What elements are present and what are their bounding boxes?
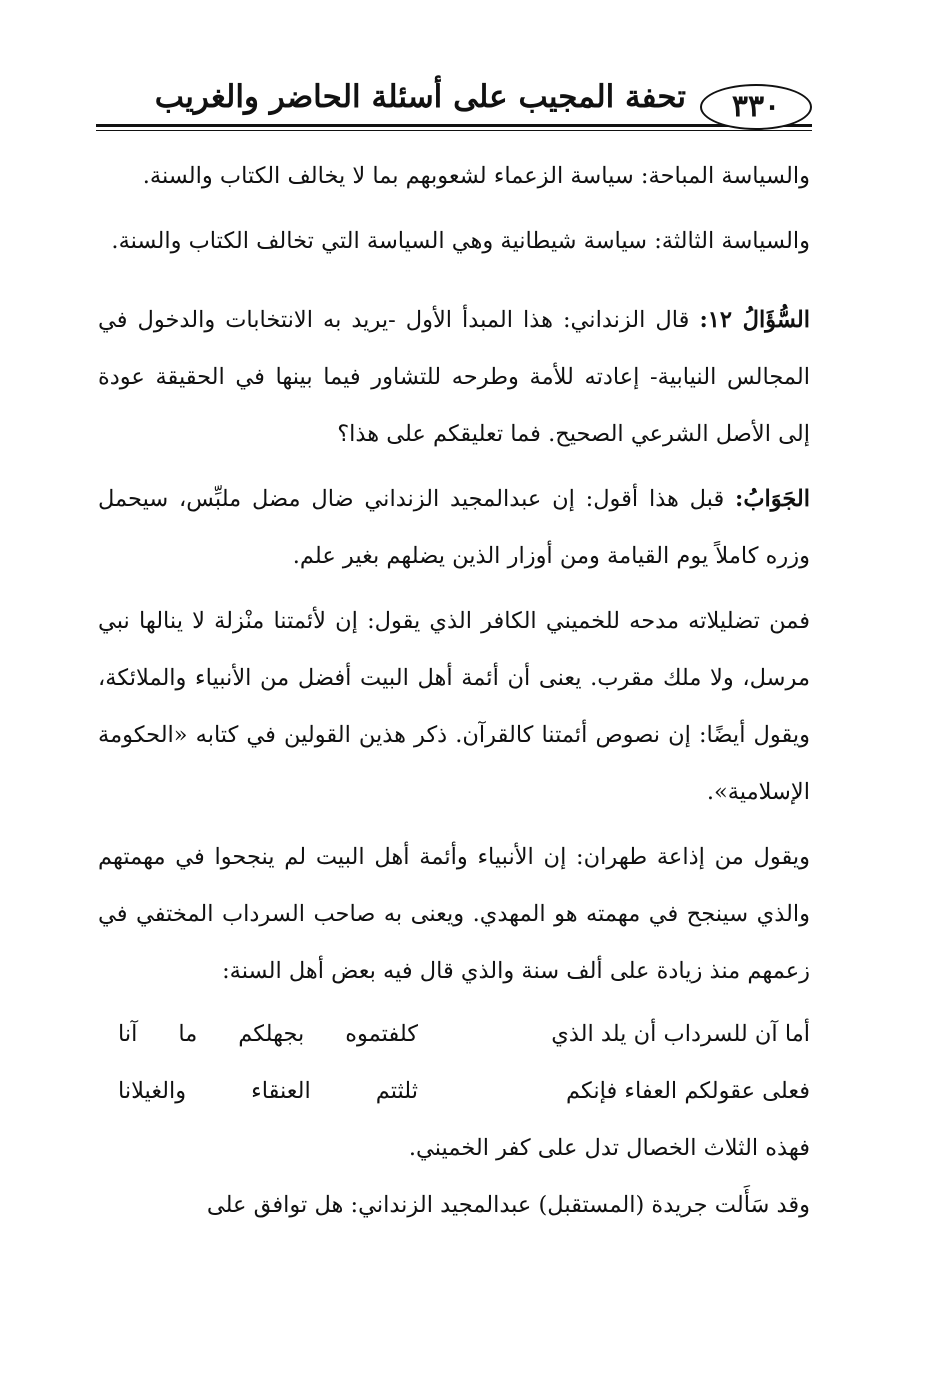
paragraph-newspaper-question: وقد سَأَلت جريدة (المستقبل) عبدالمجيد الزنداني: هل توافق على: [206, 1192, 810, 1218]
page-header: [96, 72, 812, 132]
poem-hemistich-first: فعلى عقولكم العفاء فإنكم: [565, 1078, 810, 1104]
poem-hemistich-second: ثلثتم العنقاء والغيلانا: [118, 1078, 418, 1104]
header-rule: [96, 124, 812, 127]
paragraph-tehran-radio: ويقول من إذاعة طهران: إن الأنبياء وأئمة أهل البيت لم ينجحوا في مهمتهم والذي سينجح في مهمته هو المهدي. ويعنى به صاحب السرداب المختفي في زعمهم منذ زيادة على ألف سنة والذي قال فيه بعض أهل السنة:: [98, 844, 810, 984]
answer-paragraph: [98, 471, 810, 585]
page-body: [98, 148, 810, 1234]
poem-hemistich-first: أما آن للسرداب أن يلد الذي: [551, 1021, 810, 1047]
paragraph-permitted-politics: والسياسة المباحة: سياسة الزعماء لشعوبهم بما لا يخالف الكتاب والسنة.: [142, 163, 810, 189]
question-label: السُّؤَالُ ١٢:: [699, 307, 811, 333]
poem-hemistich-second: كلفتموه بجهلكم ما آنا: [118, 1021, 418, 1047]
question-12: [98, 292, 810, 463]
poem: [98, 1006, 810, 1120]
poem-verse: [98, 1063, 810, 1120]
paragraph-three-traits: فهذه الثلاث الخصال تدل على كفر الخميني.: [408, 1135, 810, 1161]
header-rule-thin: [96, 130, 812, 131]
answer-text: قبل هذا أقول: إن عبدالمجيد الزنداني ضال مضل ملبِّس، سيحمل وزره كاملاً يوم القيامة ومن أوزار الذين يضلهم بغير علم.: [98, 486, 810, 569]
paragraph-third-politics: والسياسة الثالثة: سياسة شيطانية وهي السياسة التي تخالف الكتاب والسنة.: [111, 228, 810, 254]
page-number: ٣٣٠: [700, 84, 812, 130]
book-title: تحفة المجيب على أسئلة الحاضر والغريب: [154, 79, 686, 115]
poem-verse: [98, 1006, 810, 1063]
answer-label: الجَوَابُ:: [735, 486, 811, 512]
paragraph-khomeini-praise: فمن تضليلاته مدحه للخميني الكافر الذي يقول: إن لأئمتنا منْزلة لا ينالها نبي مرسل، ولا ملك مقرب. يعنى أن أئمة أهل البيت أفضل من الأنبياء والملائكة، ويقول أيضًا: إن نصوص أئمتنا كالقرآن. ذكر هذين القولين في كتابه «الحكومة الإسلامية».: [98, 608, 810, 805]
question-text: قال الزنداني: هذا المبدأ الأول -يريد به الانتخابات والدخول في المجالس النيابية- إعادته للأمة وطرحه للتشاور فيما بينها في الحقيقة عودة إلى الأصل الشرعي الصحيح. فما تعليقكم على هذا؟: [98, 307, 810, 447]
